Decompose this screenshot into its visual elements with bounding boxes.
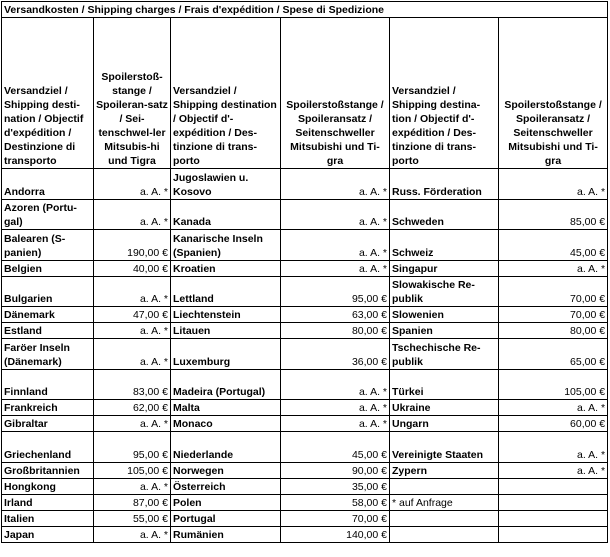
shipping-price-cell: 140,00 € (281, 527, 390, 543)
shipping-price-cell: 40,00 € (94, 261, 171, 277)
shipping-price-cell: a. A. * (94, 339, 171, 370)
destination-cell: Jugoslawien u. Kosovo (171, 169, 281, 200)
shipping-price-cell: a. A. * (94, 200, 171, 230)
destination-cell: Zypern (390, 463, 499, 479)
table-row (2, 495, 608, 511)
shipping-price-cell (499, 495, 608, 511)
destination-cell: Irland (2, 495, 94, 511)
destination-cell: Niederlande (171, 432, 281, 463)
destination-cell: Bulgarien (2, 277, 94, 307)
table-row (2, 432, 608, 463)
header-row (2, 18, 608, 169)
shipping-price-cell: 70,00 € (499, 307, 608, 323)
shipping-price-cell: 58,00 € (281, 495, 390, 511)
destination-cell: Griechenland (2, 432, 94, 463)
destination-cell: Hongkong (2, 479, 94, 495)
shipping-price-cell: a. A. * (281, 416, 390, 432)
shipping-price-cell: a. A. * (94, 416, 171, 432)
shipping-price-cell: 80,00 € (281, 323, 390, 339)
destination-cell: Polen (171, 495, 281, 511)
shipping-price-cell: a. A. * (499, 463, 608, 479)
table-row (2, 261, 608, 277)
destination-cell: Finnland (2, 370, 94, 400)
destination-cell: Singapur (390, 261, 499, 277)
destination-cell: Portugal (171, 511, 281, 527)
destination-cell: Kroatien (171, 261, 281, 277)
table-row (2, 416, 608, 432)
shipping-price-cell: 95,00 € (94, 432, 171, 463)
shipping-price-cell: a. A. * (94, 323, 171, 339)
table-row (2, 323, 608, 339)
title-row (2, 2, 608, 18)
destination-cell: Dänemark (2, 307, 94, 323)
destination-cell: Belgien (2, 261, 94, 277)
destination-cell: Türkei (390, 370, 499, 400)
destination-cell: Ungarn (390, 416, 499, 432)
header-spoiler-1: Spoilerstoß-stange / Spoileran-satz / Sei-tenschwel-ler Mitsubis-hi und Tigra (94, 18, 171, 169)
shipping-price-cell: a. A. * (499, 400, 608, 416)
destination-cell: Schweiz (390, 230, 499, 261)
destination-cell: Tschechische Re-publik (390, 339, 499, 370)
table-row (2, 169, 608, 200)
shipping-price-cell: a. A. * (281, 230, 390, 261)
shipping-price-cell: 60,00 € (499, 416, 608, 432)
shipping-price-cell: 105,00 € (94, 463, 171, 479)
table-row (2, 479, 608, 495)
shipping-price-cell: 65,00 € (499, 339, 608, 370)
destination-cell: Litauen (171, 323, 281, 339)
shipping-price-cell: 36,00 € (281, 339, 390, 370)
header-spoiler-2: Spoilerstoßstange / Spoileransatz / Seitenschweller Mitsubishi und Ti-gra (281, 18, 390, 169)
shipping-price-cell: 87,00 € (94, 495, 171, 511)
shipping-price-cell: a. A. * (94, 527, 171, 543)
destination-cell: Estland (2, 323, 94, 339)
table-row (2, 277, 608, 307)
shipping-price-cell: a. A. * (499, 432, 608, 463)
shipping-price-cell: a. A. * (94, 479, 171, 495)
destination-cell: Slowenien (390, 307, 499, 323)
shipping-price-cell (499, 527, 608, 543)
shipping-price-cell: 35,00 € (281, 479, 390, 495)
header-destination-1: Versandziel / Shipping desti-nation / Objectif d'expédition / Destinzione di transporto (2, 18, 94, 169)
shipping-price-cell: a. A. * (281, 169, 390, 200)
shipping-price-cell: a. A. * (94, 169, 171, 200)
shipping-price-cell (499, 479, 608, 495)
header-spoiler-3: Spoilerstoßstange / Spoileransatz / Seitenschweller Mitsubishi und Ti-gra (499, 18, 608, 169)
destination-cell: Kanarische Inseln (Spanien) (171, 230, 281, 261)
shipping-price-cell: 190,00 € (94, 230, 171, 261)
destination-cell: Russ. Förderation (390, 169, 499, 200)
shipping-price-cell: a. A. * (281, 370, 390, 400)
shipping-price-cell: a. A. * (281, 261, 390, 277)
shipping-price-cell: 105,00 € (499, 370, 608, 400)
destination-cell: Liechtenstein (171, 307, 281, 323)
table-row (2, 230, 608, 261)
shipping-price-cell: 85,00 € (499, 200, 608, 230)
shipping-price-cell: a. A. * (499, 261, 608, 277)
destination-cell: Madeira (Portugal) (171, 370, 281, 400)
table-row (2, 463, 608, 479)
table-row (2, 400, 608, 416)
table-row (2, 527, 608, 543)
destination-cell: Malta (171, 400, 281, 416)
header-destination-2: Versandziel / Shipping destination / Objectif d'-expédition / Des-tinzione di trans-porto (171, 18, 281, 169)
shipping-price-cell: 63,00 € (281, 307, 390, 323)
destination-cell: Ukraine (390, 400, 499, 416)
destination-cell: Lettland (171, 277, 281, 307)
shipping-price-cell: 62,00 € (94, 400, 171, 416)
table-title: Versandkosten / Shipping charges / Frais d'expédition / Spese di Spedizione (2, 2, 608, 18)
table-row (2, 370, 608, 400)
shipping-price-cell: a. A. * (499, 169, 608, 200)
table-row (2, 307, 608, 323)
destination-cell: Italien (2, 511, 94, 527)
shipping-price-cell: 55,00 € (94, 511, 171, 527)
shipping-price-cell: a. A. * (94, 277, 171, 307)
shipping-charges-table (1, 1, 608, 543)
shipping-price-cell: 45,00 € (499, 230, 608, 261)
destination-cell: Kanada (171, 200, 281, 230)
destination-cell: Großbritannien (2, 463, 94, 479)
destination-cell: Slowakische Re-publik (390, 277, 499, 307)
destination-cell: Norwegen (171, 463, 281, 479)
destination-cell: Gibraltar (2, 416, 94, 432)
shipping-price-cell: 70,00 € (281, 511, 390, 527)
destination-cell: Vereinigte Staaten (390, 432, 499, 463)
destination-cell: Balearen (S-panien) (2, 230, 94, 261)
footnote-cell: * auf Anfrage (390, 495, 499, 511)
destination-cell: Rumänien (171, 527, 281, 543)
shipping-price-cell: 70,00 € (499, 277, 608, 307)
destination-cell: Luxemburg (171, 339, 281, 370)
shipping-price-cell: 95,00 € (281, 277, 390, 307)
shipping-price-cell (499, 511, 608, 527)
shipping-price-cell: 47,00 € (94, 307, 171, 323)
table-row (2, 339, 608, 370)
shipping-price-cell: 45,00 € (281, 432, 390, 463)
destination-cell: Monaco (171, 416, 281, 432)
table-body (2, 169, 608, 543)
destination-cell: Azoren (Portu-gal) (2, 200, 94, 230)
destination-cell: Japan (2, 527, 94, 543)
shipping-price-cell: a. A. * (281, 200, 390, 230)
header-destination-3: Versandziel / Shipping destina-tion / Objectif d'-expédition / Des-tinzione di trans-porto (390, 18, 499, 169)
destination-cell: Andorra (2, 169, 94, 200)
destination-cell: Österreich (171, 479, 281, 495)
destination-cell (390, 479, 499, 495)
shipping-price-cell: 80,00 € (499, 323, 608, 339)
table-row (2, 511, 608, 527)
destination-cell: Spanien (390, 323, 499, 339)
table-row (2, 200, 608, 230)
shipping-price-cell: 90,00 € (281, 463, 390, 479)
destination-cell: Faröer Inseln (Dänemark) (2, 339, 94, 370)
destination-cell (390, 527, 499, 543)
shipping-price-cell: a. A. * (281, 400, 390, 416)
destination-cell: Frankreich (2, 400, 94, 416)
destination-cell (390, 511, 499, 527)
destination-cell: Schweden (390, 200, 499, 230)
shipping-price-cell: 83,00 € (94, 370, 171, 400)
